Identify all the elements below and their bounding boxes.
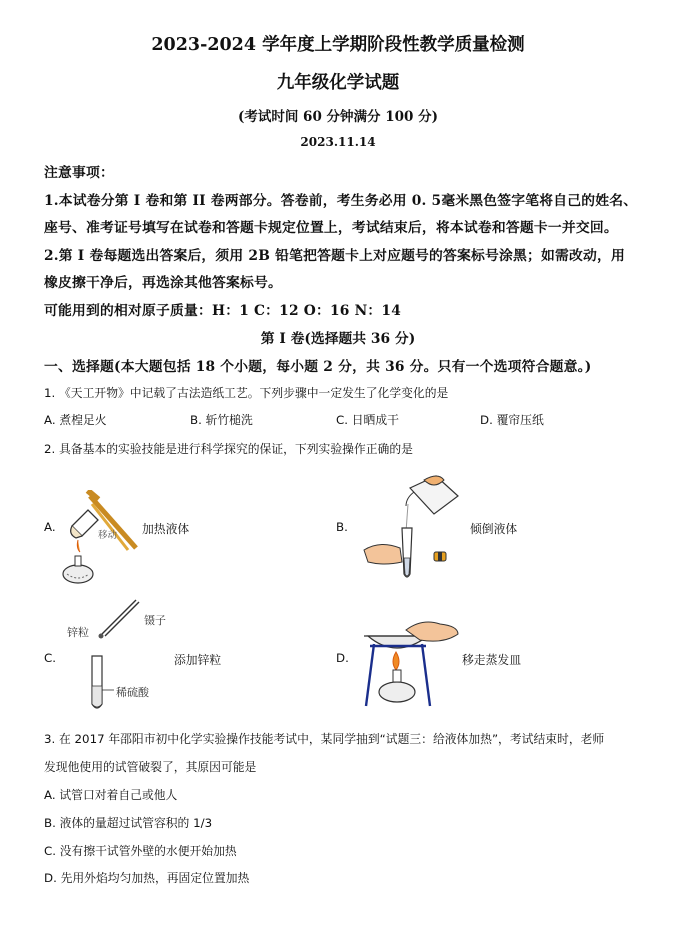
- note-item-1-line-1: 1.本试卷分第 I 卷和第 II 卷两部分。答卷前，考生务必用 0. 5毫米黑色签字笔将自己的姓名、: [44, 193, 638, 209]
- question-3-stem-line-2: 发现他使用的试管破裂了，其原因可能是: [44, 760, 257, 774]
- notes-heading: 注意事项：: [44, 165, 114, 181]
- heating-figure-move-label: 移动: [98, 530, 118, 541]
- question-3-option-b: B. 液体的量超过试管容积的 1/3: [44, 816, 213, 830]
- exam-info: (考试时间 60 分钟满分 100 分): [237, 109, 439, 125]
- question-2-option-d-letter: D.: [336, 651, 349, 665]
- question-3-option-c: C. 没有擦干试管外壁的水便开始加热: [44, 844, 237, 858]
- question-2-option-b-text: 倾倒液体: [470, 522, 518, 536]
- question-1-option-d: D. 覆帘压纸: [480, 413, 544, 427]
- question-2-option-b-letter: B.: [336, 520, 348, 534]
- question-1-option-c: C. 日晒成干: [336, 413, 399, 427]
- question-2-stem: 2. 具备基本的实验技能是进行科学探究的保证，下列实验操作正确的是: [44, 442, 413, 456]
- exam-title: 2023-2024 学年度上学期阶段性教学质量检测: [151, 35, 525, 55]
- note-item-1-line-2: 座号、准考证号填写在试卷和答题卡规定位置上，考试结束后，将本试卷和答题卡一并交回。: [44, 220, 618, 236]
- question-2-option-c-text: 添加锌粒: [174, 653, 222, 667]
- exam-date: 2023.11.14: [300, 135, 376, 149]
- question-3-stem-line-1: 3. 在 2017 年邵阳市初中化学实验操作技能考试中，某同学抽到“试题三：给液体加热”，考试结束时，老师: [44, 732, 605, 746]
- question-2-option-a-text: 加热液体: [142, 522, 190, 536]
- question-3-option-a: A. 试管口对着自己或他人: [44, 788, 178, 802]
- question-2-option-d-text: 移走蒸发皿: [462, 653, 521, 667]
- section-title: 第 I 卷(选择题共 36 分): [260, 331, 416, 347]
- question-1-option-a: A. 煮楻足火: [44, 413, 107, 427]
- atomic-mass-line: 可能用到的相对原子质量：H：1 C：12 O：16 N：14: [44, 303, 402, 319]
- question-2-option-a-letter: A.: [44, 520, 56, 534]
- dilute-sulfuric-acid-label: 稀硫酸: [116, 686, 149, 699]
- zinc-granule-label: 锌粒: [67, 626, 89, 639]
- exam-subtitle: 九年级化学试题: [276, 73, 400, 93]
- question-1-option-b: B. 斩竹槌洗: [190, 413, 253, 427]
- note-item-2-line-2: 橡皮擦干净后，再选涂其他答案标号。: [44, 275, 282, 291]
- question-2-option-c-letter: C.: [44, 651, 56, 665]
- question-3-option-d: D. 先用外焰均匀加热，再固定位置加热: [44, 871, 250, 885]
- question-1-stem: 1. 《天工开物》中记载了古法造纸工艺。下列步骤中一定发生了化学变化的是: [44, 386, 449, 400]
- note-item-2-line-1: 2.第 I 卷每题选出答案后，须用 2B 铅笔把答题卡上对应题号的答案标号涂黑；如需改动，用: [44, 248, 626, 264]
- part-heading: 一、选择题(本大题包括 18 个小题，每小题 2 分，共 36 分。只有一个选项符合题意。): [44, 359, 592, 375]
- tweezers-label: 镊子: [144, 614, 166, 627]
- pouring-liquid-figure: [354, 470, 466, 588]
- removing-evaporating-dish-figure: [360, 616, 460, 708]
